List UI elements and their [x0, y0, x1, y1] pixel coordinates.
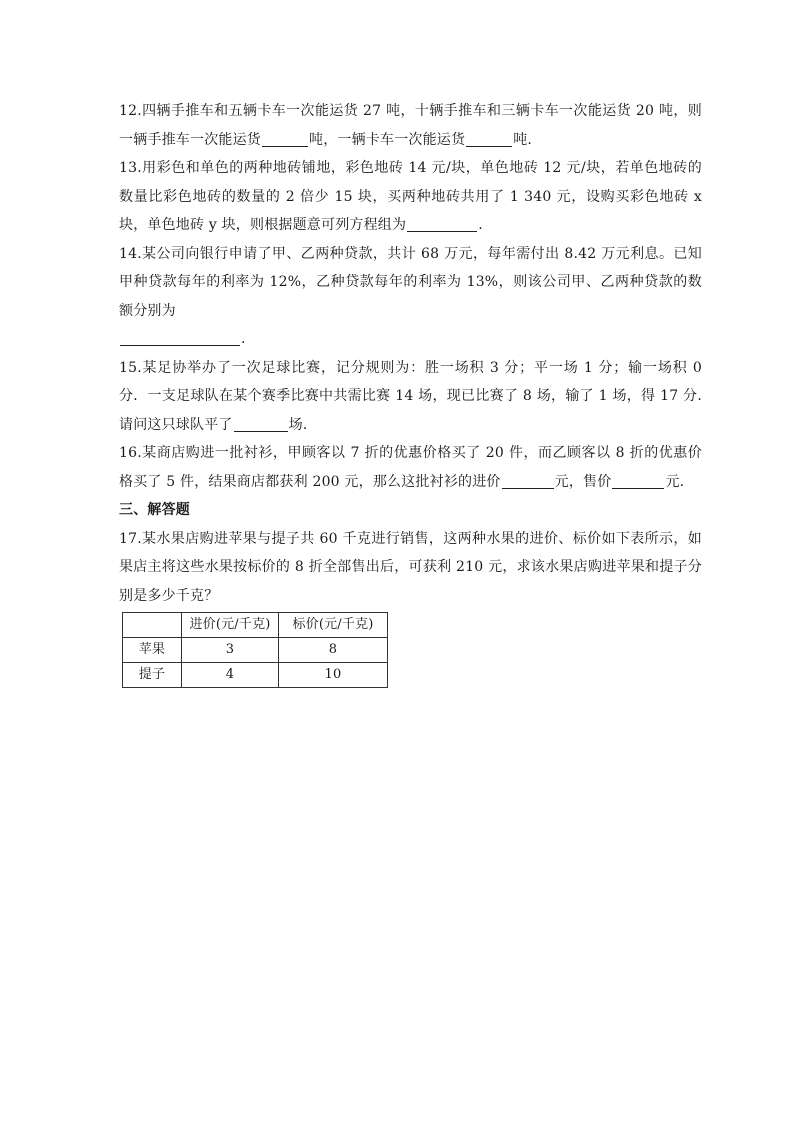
table-cell: 8 [279, 638, 388, 663]
question-14 [119, 240, 702, 354]
answer-blank-16b [612, 472, 664, 489]
table-header-row [123, 613, 388, 638]
question-16-text-3: 元. [665, 473, 685, 490]
question-12-text-1: 12.四辆手推车和五辆卡车一次能运货 27 吨，十辆手推车和三辆卡车一次能运货 20 吨，则一辆手推车一次能运货 [119, 103, 702, 148]
table-header-cell [123, 613, 182, 638]
table-cell: 3 [182, 638, 279, 663]
question-12 [119, 97, 702, 154]
answer-blank-16a [502, 472, 554, 489]
question-14-text-1: 14.某公司向银行申请了甲、乙两种贷款，共计 68 万元，每年需付出 8.42 万元利息。已知甲种贷款每年的利率为 12%，乙种贷款每年的利率为 13%，则该公司甲、乙两种贷款的数额分别为 [119, 245, 702, 319]
table-cell: 10 [279, 663, 388, 688]
table-cell: 苹果 [123, 638, 182, 663]
table-cell: 提子 [123, 663, 182, 688]
worksheet-content [119, 97, 702, 688]
question-16-text-2: 元，售价 [554, 473, 612, 490]
answer-blank-14 [120, 329, 240, 346]
question-16-text-1: 16.某商店购进一批衬衫，甲顾客以 7 折的优惠价格买了 20 件，而乙顾客以 8 折的优惠价格买了 5 件，结果商店都获利 200 元，那么这批衬衫的进价 [119, 445, 702, 490]
question-13-text-1: 13.用彩色和单色的两种地砖铺地，彩色地砖 14 元/块，单色地砖 12 元/块，若单色地砖的数量比彩色地砖的数量的 2 倍少 15 块，买两种地砖共用了 1 340 元，设购买彩色地砖 x 块，单色地砖 y 块，则根据题意可列方程组为 [119, 160, 702, 233]
section-heading: 三、解答题 [119, 502, 190, 518]
price-table [122, 612, 388, 688]
question-14-text-2: . [241, 331, 246, 347]
question-15-text-2: 场. [288, 416, 308, 433]
table-row [123, 638, 388, 663]
question-15 [119, 354, 702, 440]
question-17: 17.某水果店购进苹果与提子共 60 千克进行销售，这两种水果的进价、标价如下表所示，如果店主将这些水果按标价的 8 折全部售出后，可获利 210 元，求该水果店购进苹果和提子分别是多少千克？ [119, 530, 702, 604]
table-row [123, 663, 388, 688]
question-13 [119, 154, 702, 240]
answer-blank-13 [407, 215, 477, 232]
answer-blank-12b [466, 130, 512, 147]
answer-blank-12a [262, 130, 308, 147]
question-16 [119, 439, 702, 496]
table-header-cell: 进价(元/千克) [182, 613, 279, 638]
table-header-cell: 标价(元/千克) [279, 613, 388, 638]
question-12-text-2: 吨，一辆卡车一次能运货 [309, 131, 466, 148]
answer-blank-15 [234, 415, 288, 432]
question-12-text-3: 吨. [513, 131, 533, 148]
table-cell: 4 [182, 663, 279, 688]
question-15-text-1: 15.某足协举办了一次足球比赛，记分规则为：胜一场积 3 分；平一场 1 分；输一场积 0 分．一支足球队在某个赛季比赛中共需比赛 14 场，现已比赛了 8 场，输了 1 场，得 17 分. 请问这只球队平了 [119, 359, 702, 433]
question-13-text-2: . [478, 217, 483, 233]
